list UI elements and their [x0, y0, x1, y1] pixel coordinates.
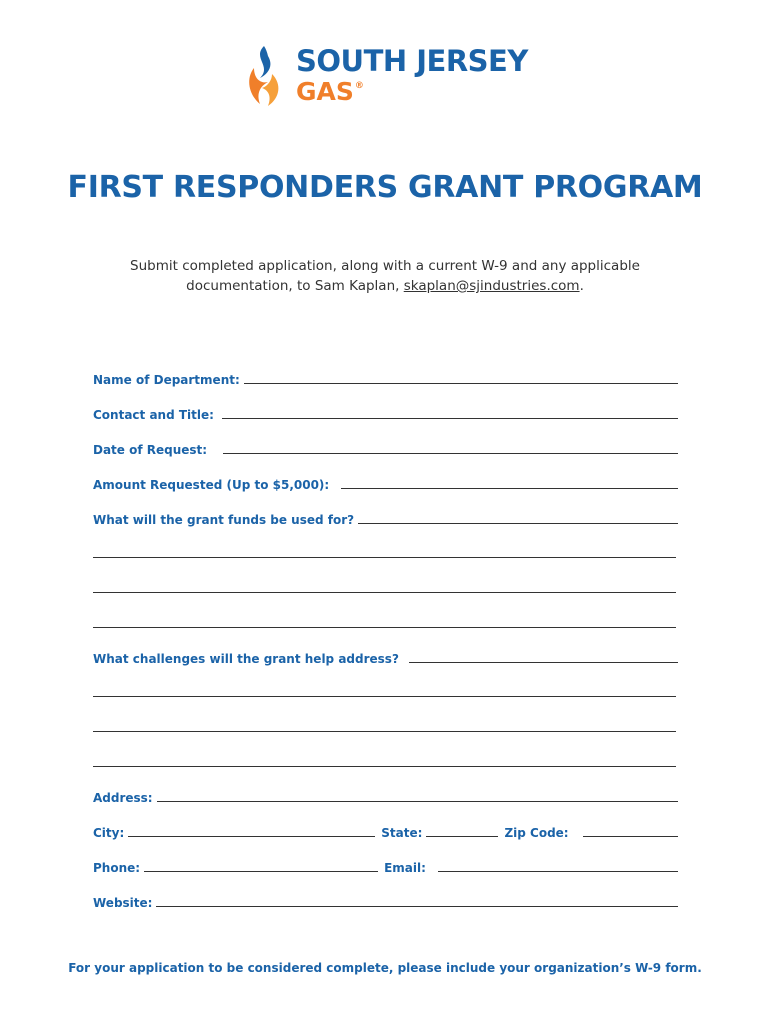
- challenges-input-line[interactable]: [409, 662, 678, 663]
- contact-label: Contact and Title:: [93, 408, 214, 422]
- amount-label: Amount Requested (Up to $5,000):: [93, 478, 330, 492]
- zip-label: Zip Code:: [504, 826, 569, 840]
- challenges-extra-line-2[interactable]: [93, 731, 676, 732]
- funds-input-line[interactable]: [358, 523, 678, 524]
- email-input-line[interactable]: [438, 871, 678, 872]
- city-state-zip-row: [93, 821, 678, 841]
- email-label: Email:: [384, 861, 426, 875]
- amount-input-line[interactable]: [341, 488, 678, 489]
- challenges-extra-line-3[interactable]: [93, 766, 676, 767]
- date-label: Date of Request:: [93, 443, 208, 457]
- state-input-line[interactable]: [426, 836, 498, 837]
- registered-mark: ®: [354, 81, 364, 91]
- intro-line-2: documentation, to Sam Kaplan, skaplan@sjindustries.com.: [186, 278, 584, 294]
- city-input-line[interactable]: [128, 836, 375, 837]
- logo-text-south-jersey: SOUTH JERSEY: [296, 44, 528, 78]
- funds-extra-line-2[interactable]: [93, 592, 676, 593]
- phone-email-row: [93, 856, 678, 876]
- phone-label: Phone:: [93, 861, 141, 875]
- department-input-line[interactable]: [244, 383, 678, 384]
- intro-line-1: Submit completed application, along with a current W-9 and any applicable: [130, 258, 640, 274]
- contact-input-line[interactable]: [222, 418, 678, 419]
- funds-label: What will the grant funds be used for?: [93, 513, 355, 527]
- department-label: Name of Department:: [93, 373, 240, 387]
- address-label: Address:: [93, 791, 153, 805]
- contact-email-link[interactable]: skaplan@sjindustries.com: [403, 278, 580, 294]
- flame-logo-icon: [246, 44, 288, 108]
- funds-extra-line-1[interactable]: [93, 557, 676, 558]
- contact-field: [93, 403, 678, 423]
- website-input-line[interactable]: [156, 906, 678, 907]
- website-label: Website:: [93, 896, 153, 910]
- website-field: [93, 891, 678, 911]
- funds-field: [93, 508, 678, 528]
- challenges-label: What challenges will the grant help address?: [93, 652, 399, 666]
- address-input-line[interactable]: [157, 801, 678, 802]
- zip-input-line[interactable]: [583, 836, 678, 837]
- intro-text: [0, 256, 770, 296]
- challenges-field: [93, 647, 678, 667]
- company-logo: [246, 44, 536, 110]
- phone-input-line[interactable]: [144, 871, 378, 872]
- date-field: [93, 438, 678, 458]
- challenges-extra-line-1[interactable]: [93, 696, 676, 697]
- state-label: State:: [381, 826, 423, 840]
- date-input-line[interactable]: [223, 453, 678, 454]
- amount-field: [93, 473, 678, 493]
- department-field: [93, 368, 678, 388]
- address-field: [93, 786, 678, 806]
- logo-text-gas: GAS®: [296, 77, 364, 106]
- page-title: FIRST RESPONDERS GRANT PROGRAM: [67, 170, 703, 205]
- funds-extra-line-3[interactable]: [93, 627, 676, 628]
- footer-note: For your application to be considered complete, please include your organization’s W-9 form.: [68, 961, 702, 975]
- city-label: City:: [93, 826, 125, 840]
